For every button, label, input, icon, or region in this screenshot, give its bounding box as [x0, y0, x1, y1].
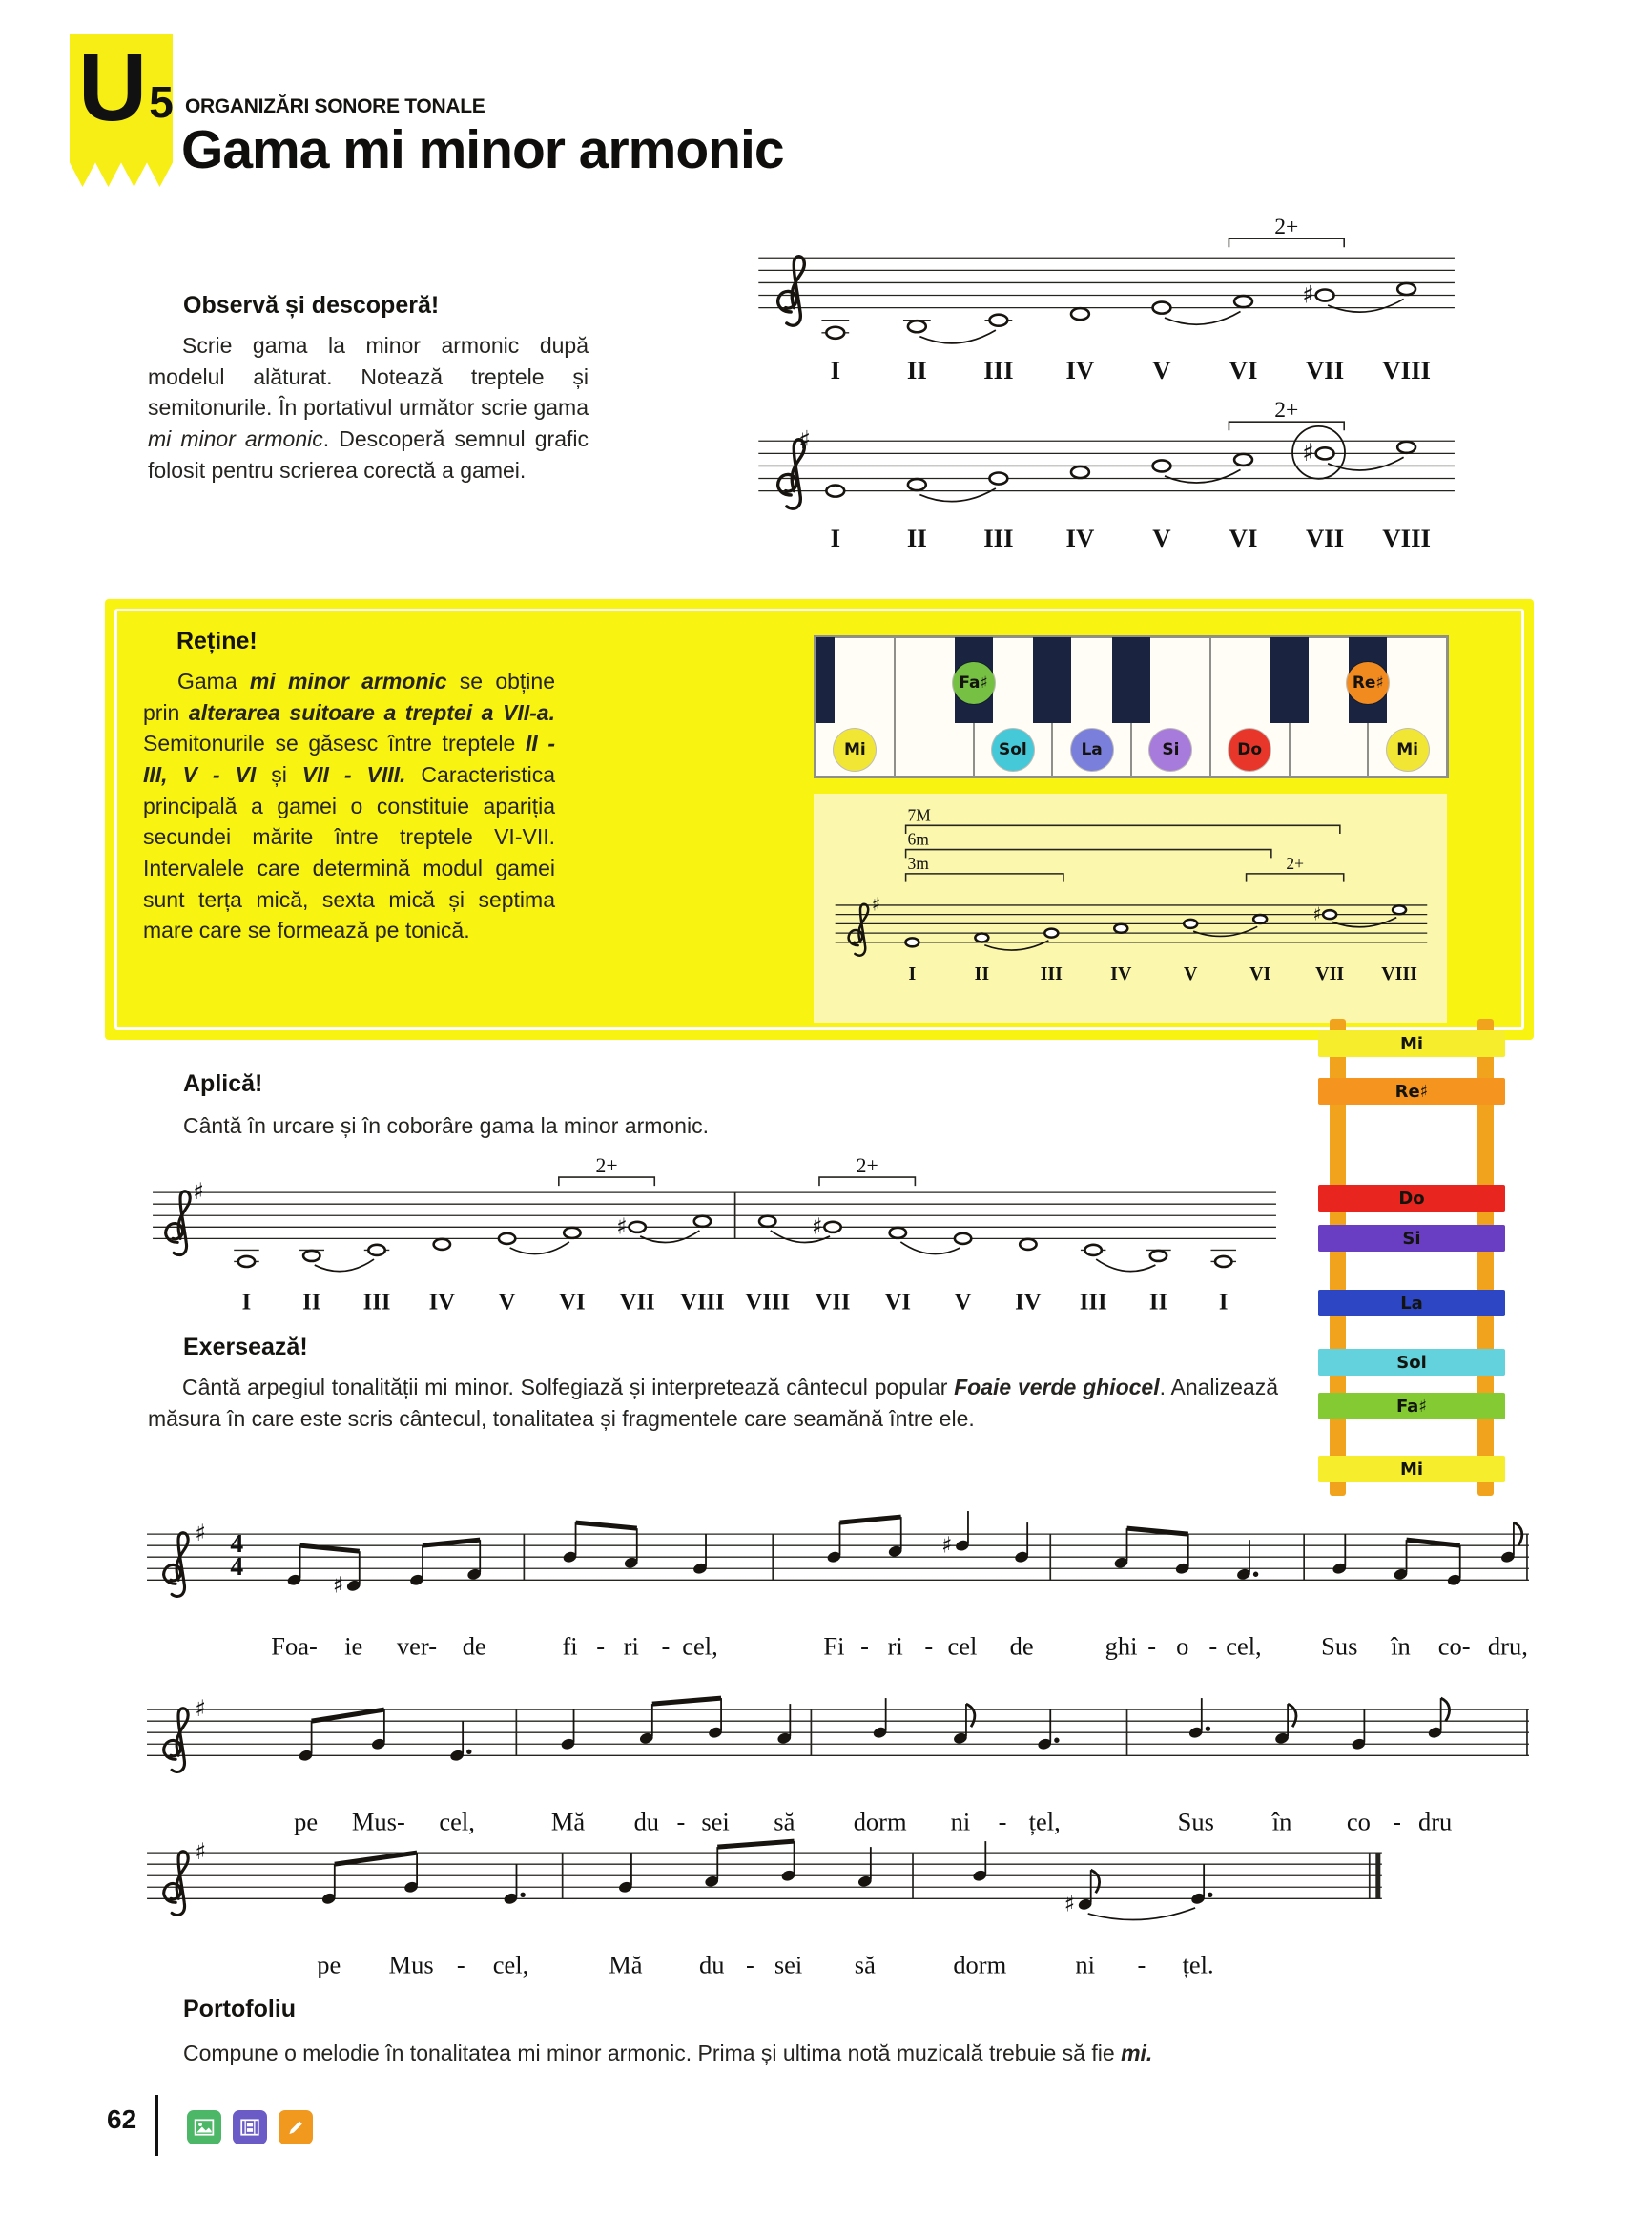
svg-text:-: - [1208, 1631, 1218, 1661]
svg-text:-: - [1147, 1631, 1157, 1661]
svg-text:VII: VII [1305, 523, 1345, 552]
svg-text:♯: ♯ [812, 1212, 823, 1240]
svg-text:VII: VII [1305, 356, 1345, 385]
portofoliu-heading: Portofoliu [183, 1996, 297, 2022]
svg-text:VI: VI [1229, 356, 1258, 385]
svg-text:VIII: VIII [745, 1289, 791, 1315]
svg-text:dorm: dorm [853, 1807, 907, 1836]
svg-text:VIII: VIII [680, 1289, 725, 1315]
staff-svg [141, 1500, 1538, 1670]
film-icon[interactable] [233, 2110, 267, 2144]
key-note-label: Mi [1387, 729, 1429, 771]
svg-text:țel,: țel, [1028, 1807, 1061, 1836]
key-note-label: Do [1229, 729, 1270, 771]
svg-text:♯: ♯ [195, 1695, 207, 1723]
svg-text:cel,: cel, [1226, 1631, 1262, 1661]
svg-text:I: I [830, 356, 841, 385]
svg-text:Fi: Fi [823, 1631, 845, 1661]
page-title: Gama mi minor armonic [181, 119, 784, 180]
svg-text:ri: ri [623, 1631, 639, 1661]
svg-text:-: - [456, 1950, 465, 1979]
svg-text:II: II [974, 963, 990, 984]
svg-text:ri: ri [887, 1631, 903, 1661]
unit-label [78, 34, 174, 141]
svg-text:I: I [830, 523, 841, 552]
svg-text:Sus: Sus [1321, 1631, 1358, 1661]
svg-text:IV: IV [1110, 963, 1132, 984]
svg-text:2+: 2+ [856, 1156, 878, 1178]
svg-text:♯: ♯ [1063, 1890, 1076, 1917]
svg-text:V: V [498, 1289, 516, 1315]
staff-aplica-scale [141, 1156, 1281, 1321]
svg-text:o: o [1176, 1631, 1189, 1661]
key-note-label: Si [1149, 729, 1191, 771]
footer-divider [155, 2095, 158, 2156]
svg-text:III: III [983, 523, 1014, 552]
svg-text:IV: IV [1015, 1289, 1042, 1315]
svg-text:-: - [1137, 1950, 1146, 1979]
svg-text:4: 4 [230, 1550, 244, 1581]
staff-intervals [824, 801, 1436, 1000]
staff-la-minor-model [720, 217, 1459, 390]
svg-text:6m: 6m [907, 829, 929, 849]
svg-text:pe: pe [317, 1950, 341, 1979]
svg-text:-: - [998, 1807, 1007, 1836]
chapter-kicker: ORGANIZĂRI SONORE TONALE [185, 95, 485, 117]
svg-text:cel: cel [947, 1631, 978, 1661]
exerseaza-paragraph: Cântă arpegiul tonalității mi minor. Solfegiază și interpretează cântecul popular Foaie verde ghiocel. Analizează măsura în care este scris cântecul, tonalitatea și fragmentele care seamănă între ele. [148, 1375, 1279, 1431]
exerseaza-heading: Exersează! [183, 1334, 308, 1360]
svg-text:ver-: ver- [396, 1631, 438, 1661]
svg-text:de: de [1009, 1631, 1034, 1661]
svg-text:cel,: cel, [439, 1807, 475, 1836]
svg-text:♯: ♯ [1302, 280, 1314, 310]
svg-text:du: du [633, 1807, 660, 1836]
svg-text:V: V [1184, 963, 1198, 984]
svg-text:-: - [924, 1631, 934, 1661]
svg-text:♯: ♯ [332, 1571, 344, 1599]
retine-heading: Reține! [176, 628, 258, 654]
svg-text:ghi: ghi [1105, 1631, 1138, 1661]
staff-svg [141, 1818, 1415, 1989]
svg-text:în: în [1271, 1807, 1292, 1836]
svg-text:țel.: țel. [1182, 1950, 1214, 1979]
svg-text:2+: 2+ [1286, 854, 1304, 874]
svg-text:II: II [1148, 1289, 1168, 1315]
staff-svg [720, 217, 1459, 390]
staff-svg [824, 801, 1436, 1000]
svg-text:de: de [462, 1631, 486, 1661]
svg-text:dru: dru [1417, 1807, 1453, 1836]
svg-text:VII: VII [619, 1289, 655, 1315]
black-key [1112, 637, 1150, 723]
svg-text:VI: VI [884, 1289, 912, 1315]
unit-letter: U [78, 34, 148, 141]
portofoliu-paragraph: Compune o melodie în tonalitatea mi minor armonic. Prima și ultima notă muzicală trebuie să fie mi. [183, 2040, 1153, 2065]
keyboard [816, 637, 1447, 777]
svg-text:III: III [983, 356, 1014, 385]
svg-text:♯: ♯ [616, 1212, 628, 1240]
aplica-heading: Aplică! [183, 1070, 263, 1097]
ladder-rung: Do [1318, 1185, 1505, 1212]
svg-text:♯: ♯ [1302, 439, 1314, 468]
svg-text:II: II [906, 523, 927, 552]
page-number: 62 [107, 2104, 137, 2134]
key-note-label: La [1071, 729, 1113, 771]
ladder-rung: Mi [1318, 1456, 1505, 1482]
svg-text:V: V [1152, 356, 1171, 385]
svg-text:-: - [745, 1950, 754, 1979]
svg-text:♯: ♯ [195, 1838, 207, 1866]
svg-text:Foa-: Foa- [271, 1631, 318, 1661]
svg-text:să: să [774, 1807, 795, 1836]
svg-text:V: V [1152, 523, 1171, 552]
svg-text:I: I [241, 1289, 252, 1315]
staff-svg [720, 401, 1459, 573]
svg-text:du: du [699, 1950, 725, 1979]
svg-text:sei: sei [774, 1950, 803, 1979]
black-key [1270, 637, 1309, 723]
svg-text:ni: ni [950, 1807, 971, 1836]
ladder-rung: La [1318, 1290, 1505, 1316]
staff-mi-minor-model [720, 401, 1459, 573]
svg-text:4: 4 [230, 1527, 244, 1558]
svg-text:IV: IV [1065, 523, 1095, 552]
svg-text:7M: 7M [907, 805, 931, 825]
svg-text:să: să [854, 1950, 876, 1979]
svg-text:co: co [1346, 1807, 1371, 1836]
retine-paragraph: Gama mi minor armonic se obține prin alterarea suitoare a treptei a VII-a. Semitonurile se găsesc între treptele II - III, V - VI și VII - VIII. Caracteristica principală a gamei o constituie apariția secundei mărite între treptele VI-VII. Intervalele care determină modul gamei sunt terța mică, sexta mică și septima mare care se formează pe tonică. [143, 669, 556, 943]
scale-ladder [1318, 1019, 1505, 1496]
svg-text:VI: VI [559, 1289, 586, 1315]
svg-text:VII: VII [1315, 963, 1345, 984]
black-key [816, 637, 835, 723]
key-note-label: Re♯ [1347, 662, 1389, 704]
svg-text:♯: ♯ [195, 1520, 207, 1547]
aplica-paragraph: Cântă în urcare și în coborâre gama la minor armonic. [183, 1113, 709, 1138]
svg-text:dru,: dru, [1487, 1631, 1528, 1661]
svg-text:cel,: cel, [682, 1631, 718, 1661]
pencil-icon[interactable] [279, 2110, 313, 2144]
svg-text:Mus-: Mus- [351, 1807, 405, 1836]
svg-text:2+: 2+ [595, 1156, 618, 1178]
ladder-rung: Mi [1318, 1030, 1505, 1057]
black-key [1033, 637, 1071, 723]
svg-text:2+: 2+ [1274, 401, 1299, 424]
svg-text:VI: VI [1249, 963, 1271, 984]
svg-text:co-: co- [1437, 1631, 1471, 1661]
svg-text:2+: 2+ [1274, 217, 1299, 240]
svg-text:sei: sei [701, 1807, 730, 1836]
svg-text:♯: ♯ [798, 425, 811, 455]
svg-text:V: V [954, 1289, 972, 1315]
svg-text:Mus: Mus [388, 1950, 434, 1979]
svg-text:în: în [1391, 1631, 1411, 1661]
image-icon[interactable] [187, 2110, 221, 2144]
svg-text:Mă: Mă [609, 1950, 643, 1979]
ladder-rung: Re♯ [1318, 1078, 1505, 1105]
key-note-label: Mi [834, 729, 876, 771]
svg-text:3m: 3m [907, 854, 929, 874]
key-note-label: Fa♯ [953, 662, 995, 704]
svg-text:VIII: VIII [1381, 963, 1417, 984]
svg-text:cel,: cel, [492, 1950, 529, 1979]
staff-svg [141, 1156, 1281, 1321]
svg-text:VIII: VIII [1382, 356, 1431, 385]
ladder-rung: Fa♯ [1318, 1393, 1505, 1419]
svg-text:VII: VII [815, 1289, 851, 1315]
svg-text:♯: ♯ [871, 893, 881, 916]
svg-text:IV: IV [428, 1289, 456, 1315]
svg-text:fi: fi [562, 1631, 578, 1661]
svg-text:III: III [1040, 963, 1063, 984]
song-line-1 [141, 1500, 1538, 1670]
key-note-label: Sol [992, 729, 1034, 771]
svg-text:dorm: dorm [953, 1950, 1007, 1979]
svg-text:III: III [1079, 1289, 1107, 1315]
svg-text:-: - [860, 1631, 870, 1661]
svg-text:II: II [906, 356, 927, 385]
svg-text:ie: ie [344, 1631, 363, 1661]
ladder-rung: Si [1318, 1225, 1505, 1252]
svg-text:-: - [596, 1631, 606, 1661]
svg-text:I: I [908, 963, 917, 984]
svg-text:-: - [661, 1631, 671, 1661]
svg-text:VI: VI [1229, 523, 1258, 552]
song-line-3 [141, 1818, 1415, 1989]
svg-text:IV: IV [1065, 356, 1095, 385]
observa-paragraph: Scrie gama la minor armonic după modelul alăturat. Notează treptele și semitonurile. În portativul următor scrie gama mi minor armonic. Descoperă semnul grafic folosit pentru scrierea corectă a gamei. [148, 333, 589, 483]
intervals-panel [814, 794, 1447, 1023]
svg-text:-: - [1393, 1807, 1401, 1836]
svg-text:♯: ♯ [193, 1178, 205, 1206]
observa-heading: Observă și descoperă! [183, 292, 440, 319]
svg-text:Mă: Mă [550, 1807, 586, 1836]
unit-number: 5 [149, 77, 174, 127]
svg-text:♯: ♯ [941, 1531, 953, 1559]
svg-text:VIII: VIII [1382, 523, 1431, 552]
svg-text:II: II [302, 1289, 321, 1315]
svg-text:-: - [676, 1807, 686, 1836]
ladder-rung: Sol [1318, 1349, 1505, 1376]
svg-text:ni: ni [1075, 1950, 1095, 1979]
svg-text:pe: pe [294, 1807, 319, 1836]
svg-text:III: III [362, 1289, 391, 1315]
svg-text:Sus: Sus [1177, 1807, 1214, 1836]
svg-text:I: I [1218, 1289, 1229, 1315]
svg-text:♯: ♯ [1312, 903, 1322, 925]
